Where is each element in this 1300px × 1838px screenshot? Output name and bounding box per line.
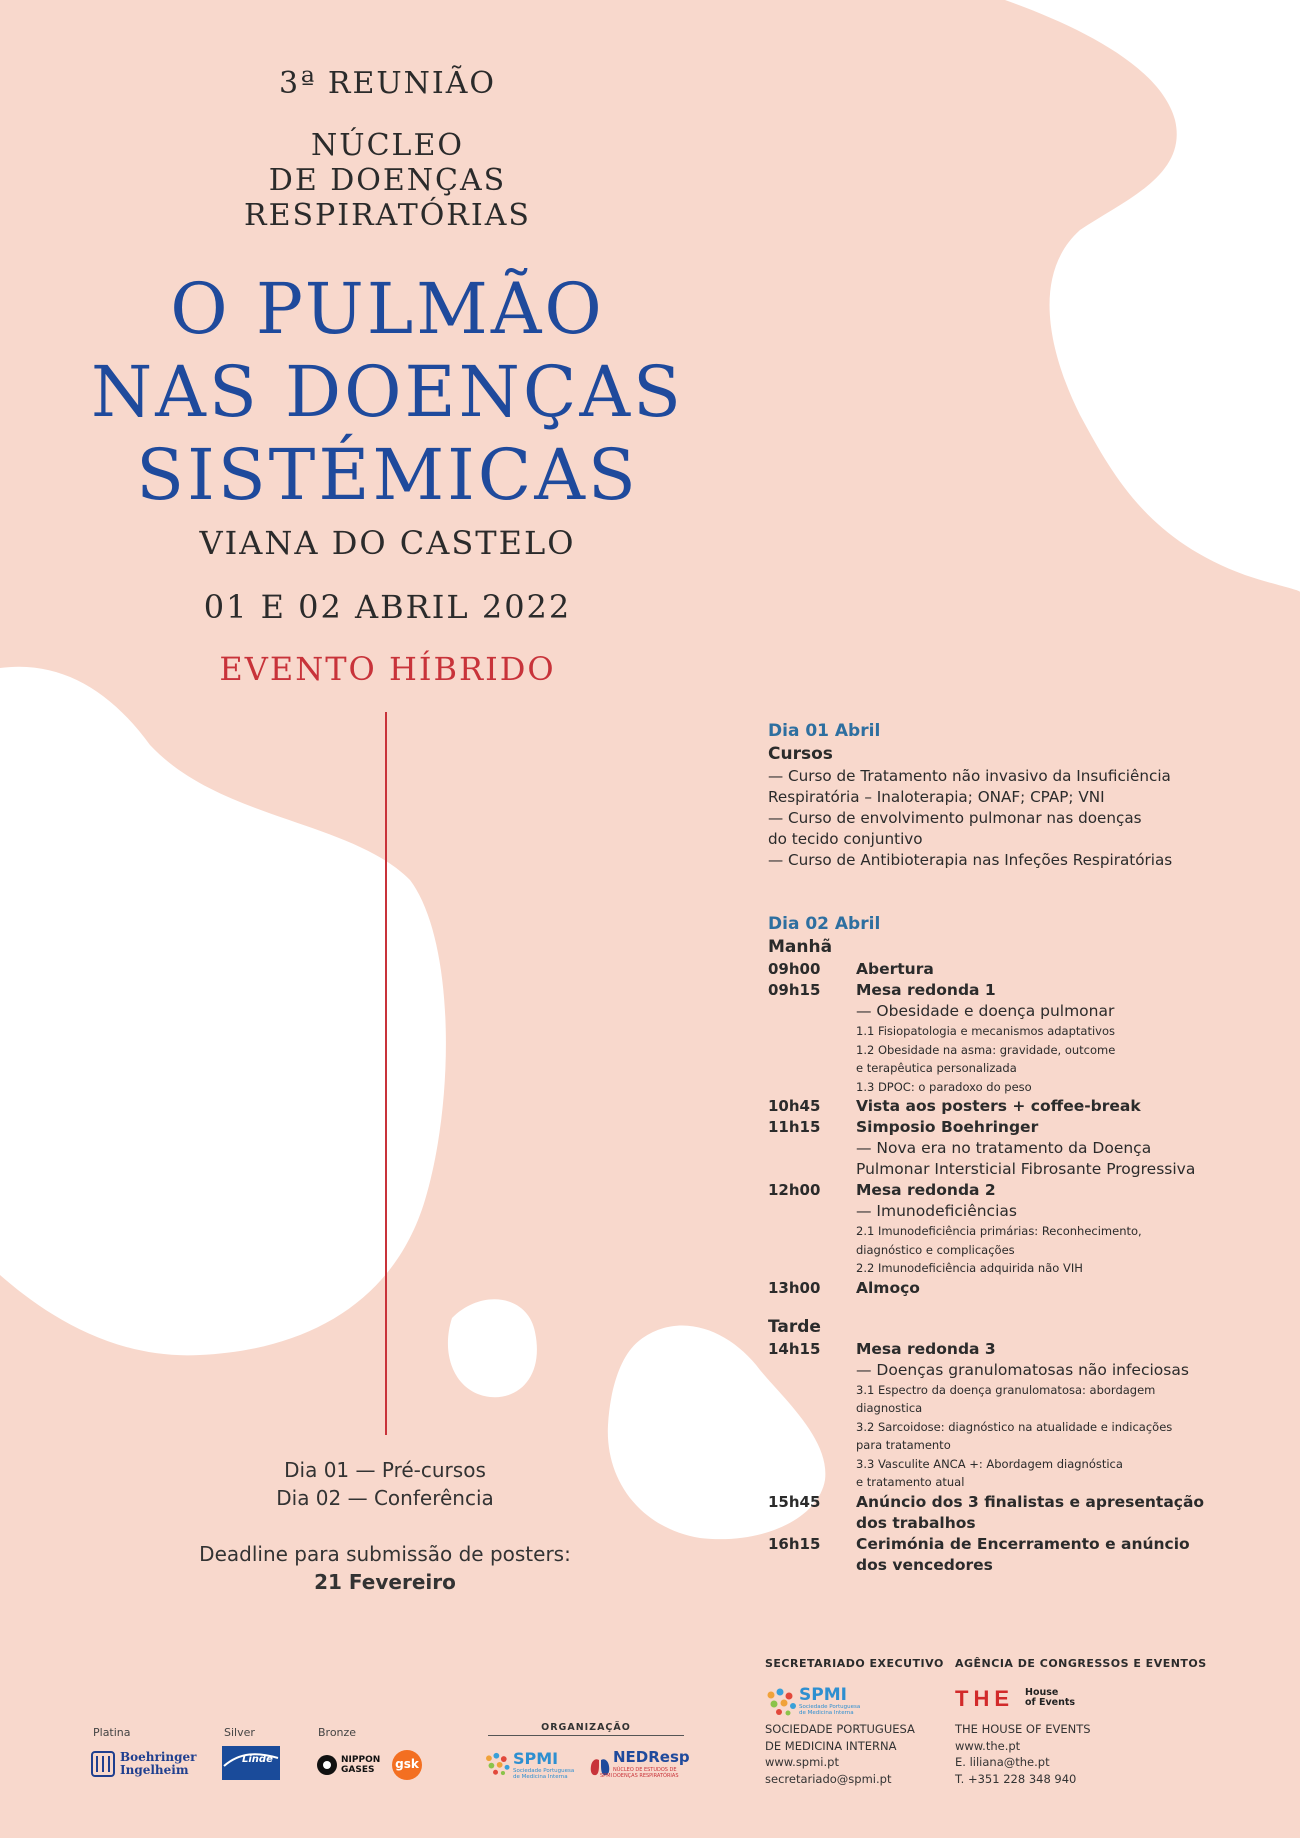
session-talk: 1.2 Obesidade na asma: gravidade, outcome <box>856 1042 1116 1057</box>
session-talk: 3.2 Sarcoidose: diagnóstico na atualidade e indicações <box>856 1419 1173 1434</box>
day1-title: Dia 01 Abril <box>768 721 881 741</box>
morning-schedule <box>768 959 1208 1299</box>
session-title: Mesa redonda 2 <box>856 1181 996 1199</box>
event-title <box>0 268 775 517</box>
session-title: Almoço <box>856 1278 920 1297</box>
spmi-website-link[interactable]: www.spmi.pt <box>765 1755 839 1769</box>
session-talk: 3.1 Espectro da doença granulomatosa: abordagem <box>856 1382 1156 1397</box>
schedule-item <box>768 1180 1208 1278</box>
platina-label: Platina <box>93 1726 131 1739</box>
bronze-label: Bronze <box>318 1726 357 1739</box>
session-title: dos trabalhos <box>856 1513 976 1532</box>
schedule-content <box>856 980 1208 1096</box>
the-email-link[interactable]: E. liliana@the.pt <box>955 1755 1050 1769</box>
session-title: Mesa redonda 3 <box>856 1339 996 1358</box>
linde-logo <box>222 1746 280 1780</box>
schedule-item <box>768 980 1208 1096</box>
schedule-time: 10h45 <box>768 1097 821 1115</box>
secretariado-heading: SECRETARIADO EXECUTIVO <box>765 1657 944 1670</box>
day2-title: Dia 02 Abril <box>768 914 881 934</box>
day1-section-cursos: Cursos <box>768 744 833 764</box>
schedule-content <box>856 1339 1208 1492</box>
schedule-time: 16h15 <box>768 1534 821 1553</box>
session-topic: — Imunodeficiências <box>856 1202 1017 1220</box>
schedule-item <box>768 1534 1208 1576</box>
course-line: — Curso de envolvimento pulmonar nas doenças <box>768 809 1142 827</box>
nucleo-name <box>0 128 775 233</box>
organizacao-divider <box>488 1735 684 1736</box>
schedule-item <box>768 1339 1208 1492</box>
secretariado-contact: SOCIEDADE PORTUGUESA DE MEDICINA INTERNA www.spmi.pt secretariado@spmi.pt <box>765 1722 915 1786</box>
course-line: — Curso de Antibioterapia nas Infeções Respiratórias <box>768 851 1173 869</box>
deadline-date: 21 Fevereiro <box>314 1570 456 1594</box>
meeting-number: 3ª REUNIÃO <box>278 66 496 101</box>
schedule-time: 12h00 <box>768 1181 821 1199</box>
course-line: — Curso de Tratamento não invasivo da Insuficiência <box>768 767 1171 785</box>
course-line: do tecido conjuntivo <box>768 830 923 848</box>
schedule-time: 15h45 <box>768 1492 821 1511</box>
linde-logo-text: Linde <box>242 1754 273 1765</box>
session-topic: Pulmonar Intersticial Fibrosante Progressiva <box>856 1160 1196 1178</box>
boehringer-emblem-icon <box>90 1750 116 1778</box>
vertical-divider <box>385 712 387 1435</box>
organizacao-spmi-logo <box>484 1747 584 1781</box>
session-talk: 2.1 Imunodeficiência primárias: Reconhecimento, <box>856 1224 1142 1238</box>
schedule-content <box>856 959 1208 980</box>
org-spmi-text: SPMI <box>513 1749 559 1768</box>
session-title: Anúncio dos 3 finalistas e apresentação <box>856 1492 1205 1511</box>
course-line: Respiratória – Inaloterapia; ONAF; CPAP; VNI <box>768 788 1105 806</box>
session-talk: para tratamento <box>856 1438 951 1452</box>
nippon-circle-icon <box>316 1754 338 1776</box>
schedule-item <box>768 1278 1208 1299</box>
schedule-item <box>768 1492 1208 1534</box>
the-logo-subtitle: House of Events <box>1025 1687 1076 1708</box>
schedule-content <box>856 1180 1208 1278</box>
session-talk: 2.2 Imunodeficiência adquirida não VIH <box>856 1261 1083 1275</box>
program <box>768 720 1208 1576</box>
schedule-time: 11h15 <box>768 1118 821 1136</box>
nedresp-logo <box>588 1745 688 1781</box>
poster-deadline <box>185 1540 585 1596</box>
session-talk: 3.3 Vasculite ANCA +: Abordagem diagnóstica <box>856 1456 1123 1471</box>
afternoon-schedule <box>768 1339 1208 1576</box>
day2-section-afternoon: Tarde <box>768 1316 821 1337</box>
nippon-logo-text: NIPPON GASES <box>341 1755 381 1775</box>
days-summary <box>185 1456 585 1512</box>
deadline-label: Deadline para submissão de posters: <box>199 1542 571 1566</box>
schedule-content <box>856 1492 1208 1534</box>
session-topic: — Obesidade e doença pulmonar <box>856 1002 1115 1020</box>
day2-summary: Dia 02 — Conferência <box>276 1486 494 1510</box>
schedule-time: 14h15 <box>768 1339 821 1358</box>
the-phone: T. +351 228 348 940 <box>955 1771 1077 1786</box>
spmi-logo-text: SPMI <box>799 1685 847 1705</box>
the-logo-text: THE <box>955 1686 1014 1711</box>
schedule-time: 09h15 <box>768 981 821 999</box>
gsk-logo-text: gsk <box>395 1757 419 1771</box>
day1-summary: Dia 01 — Pré-cursos <box>284 1458 486 1482</box>
session-topic: — Nova era no tratamento da Doença <box>856 1139 1152 1157</box>
schedule-content <box>856 1096 1208 1117</box>
spmi-dots-icon <box>484 1751 512 1777</box>
spmi-logo <box>765 1685 875 1719</box>
schedule-content <box>856 1278 1208 1299</box>
event-title-line: NAS DOENÇAS <box>91 351 684 433</box>
session-title: Mesa redonda 1 <box>856 981 996 999</box>
session-talk: 1.1 Fisiopatologia e mecanismos adaptativos <box>856 1024 1115 1038</box>
session-talk: e terapêutica personalizada <box>856 1061 1017 1075</box>
schedule-time: 09h00 <box>768 960 821 978</box>
session-title: Vista aos posters + coffee-break <box>856 1097 1141 1115</box>
silver-label: Silver <box>224 1726 255 1739</box>
day2-section-morning: Manhã <box>768 937 833 957</box>
schedule-item <box>768 1117 1208 1180</box>
spmi-email-link[interactable]: secretariado@spmi.pt <box>765 1771 892 1786</box>
event-format: EVENTO HÍBRIDO <box>219 650 556 688</box>
nedresp-text: NEDResp <box>613 1748 690 1766</box>
schedule-time: 13h00 <box>768 1278 821 1297</box>
schedule-content <box>856 1534 1208 1576</box>
gsk-logo <box>392 1750 422 1780</box>
boehringer-logo <box>90 1748 210 1780</box>
session-talk: diagnostica <box>856 1401 923 1415</box>
session-talk: 1.3 DPOC: o paradoxo do peso <box>856 1079 1032 1094</box>
event-dates: 01 E 02 ABRIL 2022 <box>203 588 572 626</box>
boehringer-logo-text: Boehringer Ingelheim <box>120 1750 197 1777</box>
session-title: dos vencedores <box>856 1555 993 1574</box>
schedule-item <box>768 1096 1208 1117</box>
session-talk: diagnóstico e complicações <box>856 1242 1015 1257</box>
nedresp-prefix: SPMI <box>600 1773 612 1779</box>
session-topic: — Doenças granulomatosas não infeciosas <box>856 1360 1189 1379</box>
nucleo-line: DE DOENÇAS <box>268 163 507 198</box>
schedule-content <box>856 1117 1208 1180</box>
event-title-line: O PULMÃO <box>170 268 605 350</box>
session-title: Cerimónia de Encerramento e anúncio <box>856 1534 1190 1553</box>
event-title-line: SISTÉMICAS <box>136 434 639 516</box>
the-house-of-events-logo <box>955 1686 1085 1712</box>
nucleo-line: NÚCLEO <box>311 128 464 163</box>
agencia-contact: THE HOUSE OF EVENTS www.the.pt E. liliana@the.pt T. +351 228 348 940 <box>955 1722 1091 1786</box>
organizacao-heading: ORGANIZAÇÃO <box>541 1722 631 1733</box>
schedule-item <box>768 959 1208 980</box>
spmi-dots-icon <box>765 1687 799 1717</box>
session-title: Simposio Boehringer <box>856 1118 1039 1136</box>
org-spmi-subtitle: Sociedade Portuguesa de Medicina Interna <box>513 1768 575 1780</box>
nedresp-subtitle: NÚCLEO DE ESTUDOS DE DOENÇAS RESPIRATÓRIAS <box>613 1767 679 1779</box>
agencia-heading: AGÊNCIA DE CONGRESSOS E EVENTOS <box>955 1657 1207 1670</box>
session-title: Abertura <box>856 960 934 978</box>
event-city: VIANA DO CASTELO <box>199 524 576 562</box>
the-website-link[interactable]: www.the.pt <box>955 1738 1021 1753</box>
spmi-logo-subtitle: Sociedade Portuguesa de Medicina Interna <box>799 1704 861 1716</box>
nippon-gases-logo <box>316 1752 388 1778</box>
session-talk: e tratamento atual <box>856 1475 965 1489</box>
nucleo-line: RESPIRATÓRIAS <box>244 198 531 233</box>
